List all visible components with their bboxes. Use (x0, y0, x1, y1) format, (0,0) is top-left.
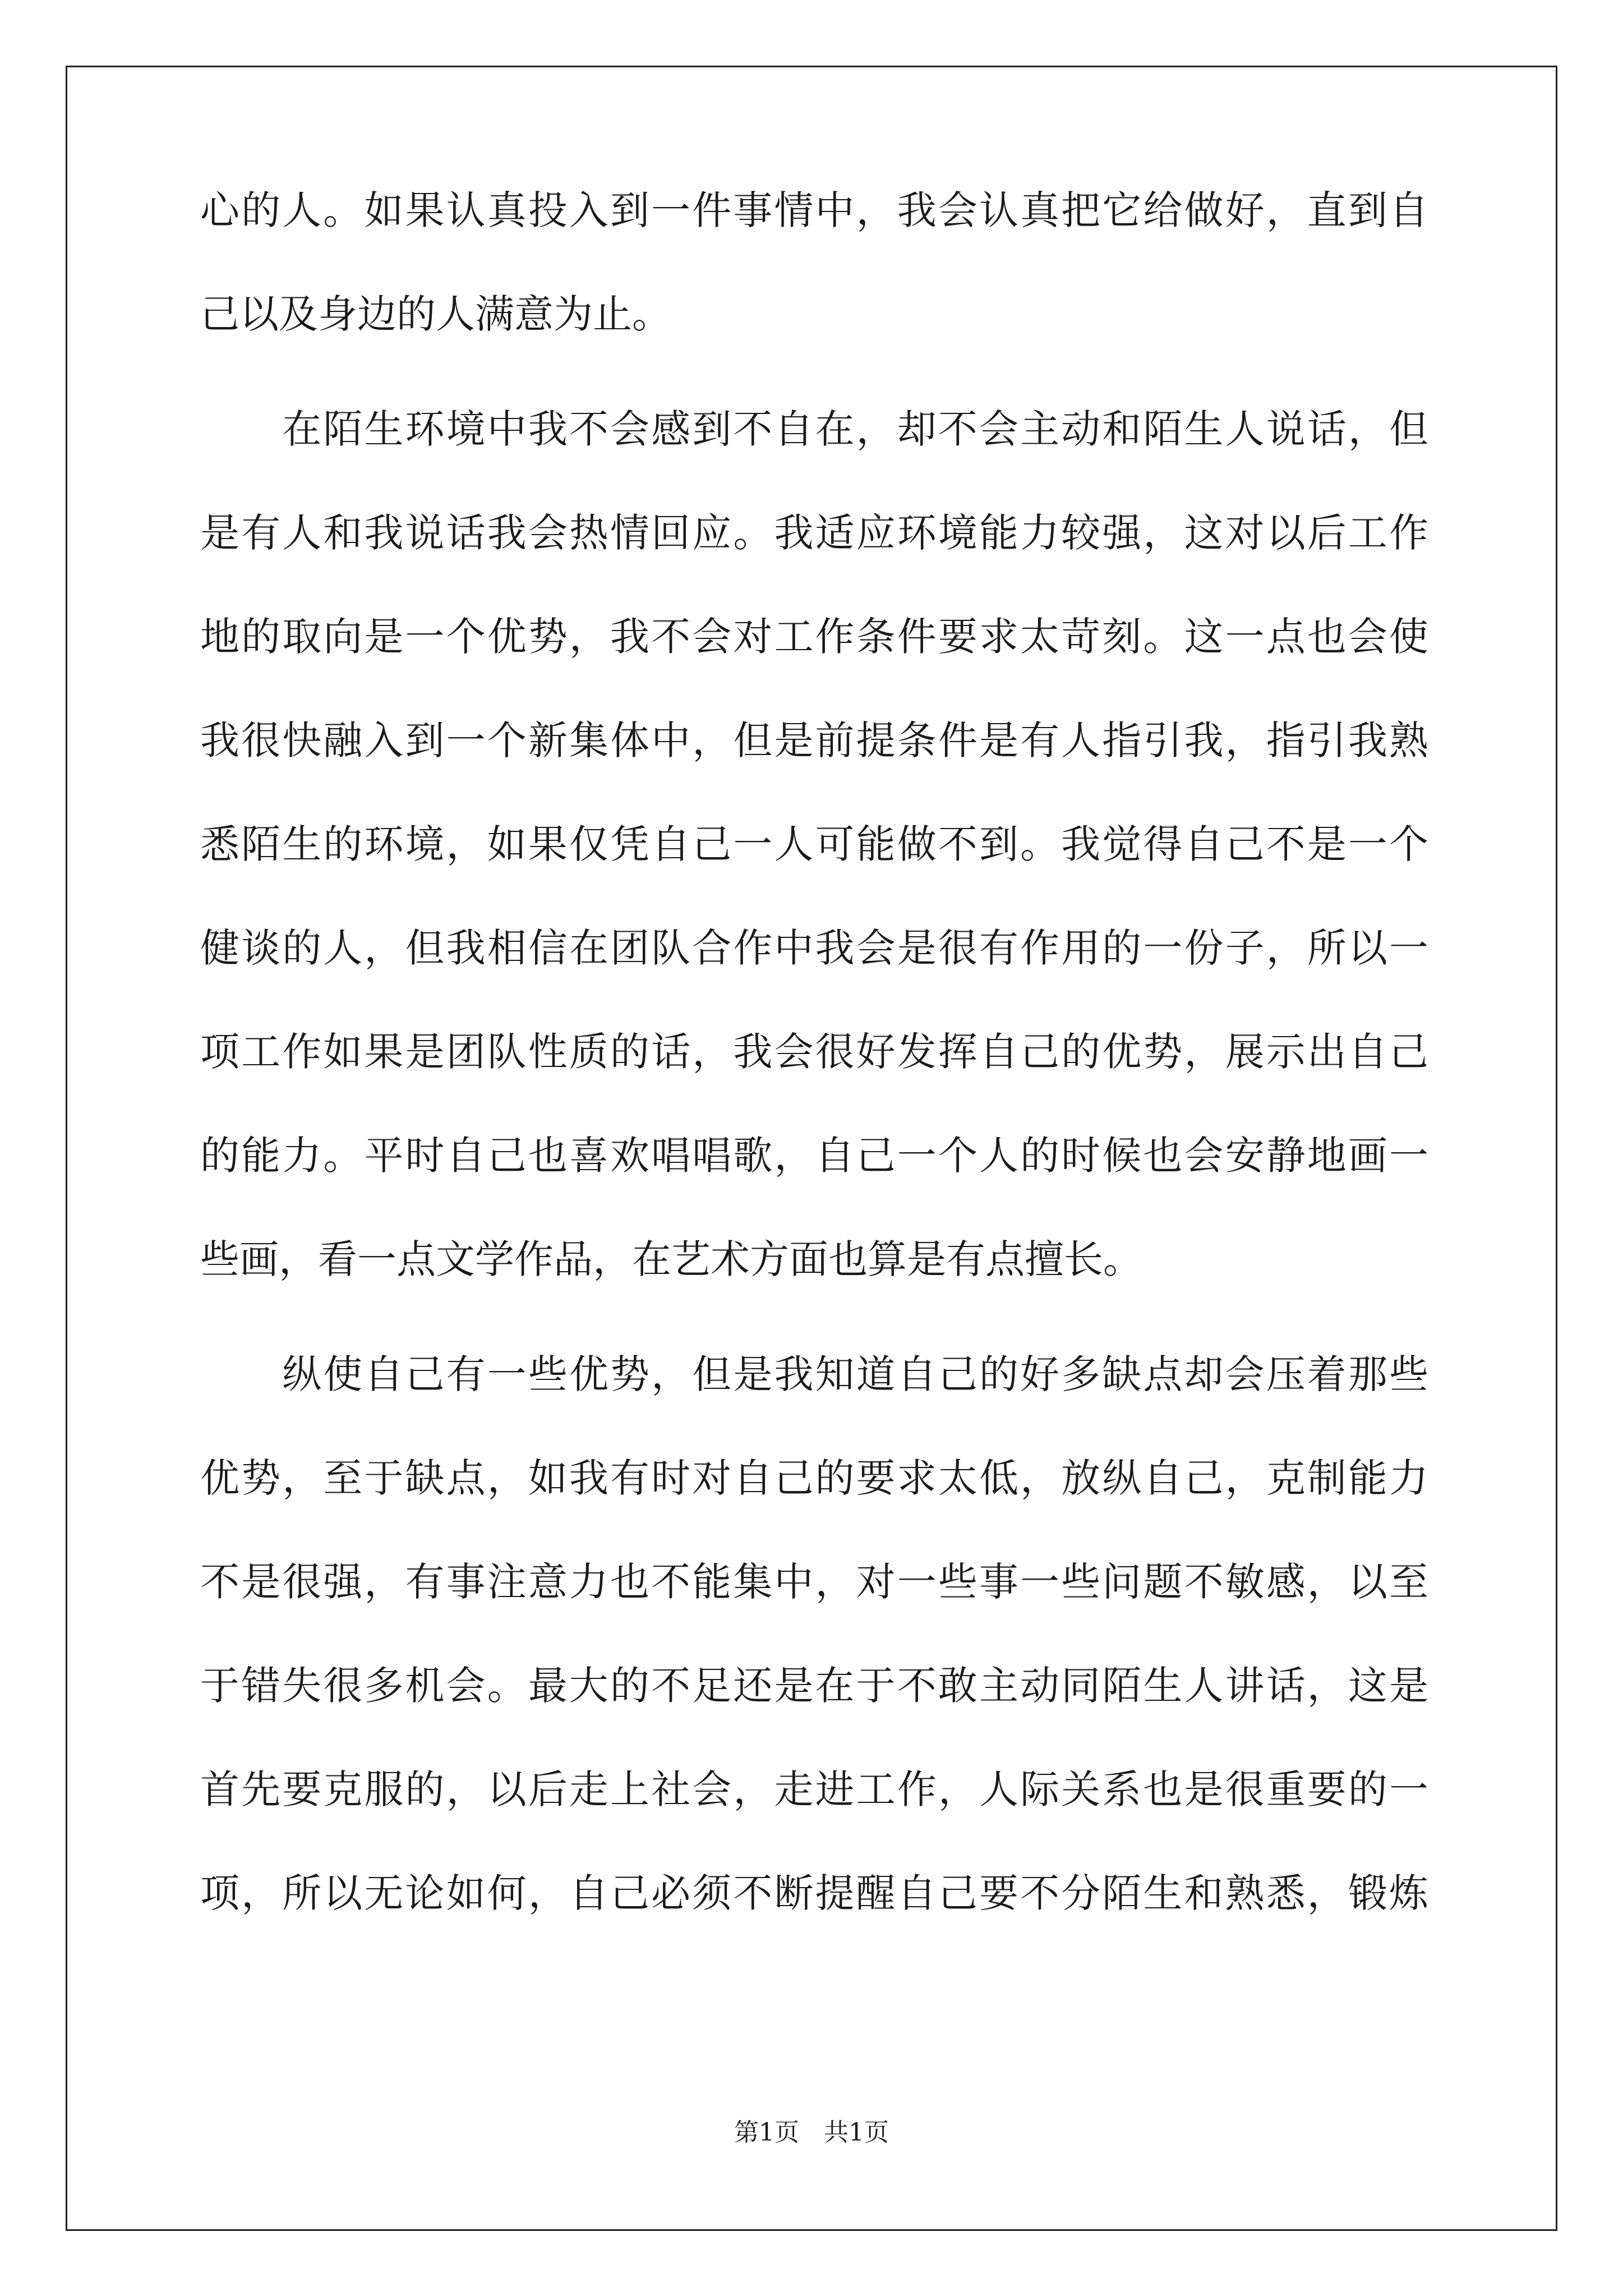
page-footer: 第1页 共1页 (734, 2118, 889, 2147)
text-line: 在陌生环境中我不会感到不自在，却不会主动和陌生人说话，但 (200, 406, 1428, 452)
text-line: 地的取向是一个优势，我不会对工作条件要求太苛刻。这一点也会使 (200, 614, 1428, 660)
text-line: 的能力。平时自己也喜欢唱唱歌，自己一个人的时候也会安静地画一 (200, 1133, 1428, 1179)
text-line: 纵使自己有一些优势，但是我知道自己的好多缺点却会压着那些 (200, 1351, 1428, 1397)
text-line: 是有人和我说话我会热情回应。我适应环境能力较强，这对以后工作 (200, 510, 1428, 556)
text-line: 优势，至于缺点，如我有时对自己的要求太低，放纵自己，克制能力 (200, 1455, 1428, 1501)
text-line: 悉陌生的环境，如果仅凭自己一人可能做不到。我觉得自己不是一个 (200, 821, 1428, 867)
text-line: 些画，看一点文学作品，在艺术方面也算是有点擅长。 (200, 1236, 1142, 1282)
text-line: 健谈的人，但我相信在团队合作中我会是很有作用的一份子，所以一 (200, 925, 1428, 971)
text-line: 项，所以无论如何，自己必须不断提醒自己要不分陌生和熟悉，锻炼 (200, 1870, 1428, 1916)
text-line: 心的人。如果认真投入到一件事情中，我会认真把它给做好，直到自 (200, 187, 1428, 233)
text-line: 首先要克服的，以后走上社会，走进工作，人际关系也是很重要的一 (200, 1766, 1428, 1812)
text-line: 己以及身边的人满意为止。 (200, 291, 671, 337)
text-line: 项工作如果是团队性质的话，我会很好发挥自己的优势，展示出自己 (200, 1029, 1428, 1075)
text-line: 于错失很多机会。最大的不足还是在于不敢主动同陌生人讲话，这是 (200, 1663, 1428, 1709)
text-line: 我很快融入到一个新集体中，但是前提条件是有人指引我，指引我熟 (200, 717, 1428, 763)
text-line: 不是很强，有事注意力也不能集中，对一些事一些问题不敏感，以至 (200, 1559, 1428, 1605)
